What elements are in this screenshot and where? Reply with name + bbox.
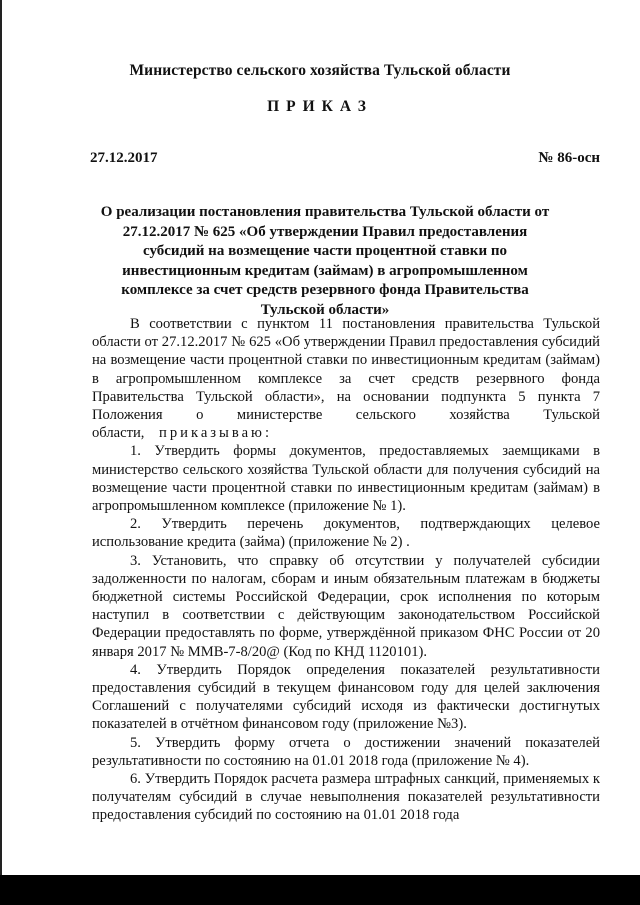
scan-bottom-band xyxy=(0,875,640,905)
order-word: приказываю: xyxy=(159,425,272,442)
order-item-2: 2. Утвердить перечень документов, подтверждающих целевое использование кредита (займа) (приложение № 2) . xyxy=(92,516,600,551)
scan-edge xyxy=(0,0,2,905)
document-number: № 86-осн xyxy=(538,150,600,166)
preamble-text: В соответствии с пунктом 11 постановления правительства Тульской области от 27.12.2017 № 625 «Об утверждении Правил предоставления субсидий на возмещение части процентной ставки по инвестиционным кредитам (займам) в агропромышленном комплексе за счет средств резервного фонда Правительства Тульской области», на основании подпункта 5 пункта 7 Положения о министерстве сельского хозяйства Тульской области, xyxy=(92,316,600,442)
document-body xyxy=(92,315,600,825)
document-date: 27.12.2017 xyxy=(90,150,158,166)
document-subject: О реализации постановления правительства Тульской области от 27.12.2017 № 625 «Об утверждении Правил предоставления субсидий на возмещение части процентной ставки по инвестиционным кредитам (займам) в агропромышленном комплексе за счет средств резервного фонда Правительства Тульской области» xyxy=(100,204,550,318)
order-item-4: 4. Утвердить Порядок определения показателей результативности предоставления субсидий в текущем финансовом году для целей заключения Соглашений с получателями субсидий исходя из фактически достигнутых показателей в отчётном финансовом году (приложение №3). xyxy=(92,661,600,733)
ministry-name: Министерство сельского хозяйства Тульской области xyxy=(129,62,511,79)
document-type: ПРИКАЗ xyxy=(267,98,373,115)
preamble-paragraph xyxy=(92,315,600,442)
order-item-6: 6. Утвердить Порядок расчета размера штрафных санкций, применяемых к получателям субсидий в случае невыполнения показателей результативности предоставления субсидий по состоянию на 01.01 2018 года xyxy=(92,771,600,824)
order-item-5: 5. Утвердить форму отчета о достижении значений показателей результативности по состоянию на 01.01 2018 года (приложение № 4). xyxy=(92,734,600,769)
order-item-3: 3. Установить, что справку об отсутствии у получателей субсидии задолженности по налогам, сборам и иным обязательным платежам в бюджеты бюджетной системы Российской Федерации, срок исполнения по которым наступил в соответствии с действующим законодательством Российской Федерации предоставлять по форме, утверждённой приказом ФНС России от 20 января 2017 № ММВ-7-8/20@ (Код по КНД 1120101). xyxy=(92,552,600,660)
order-item-1: 1. Утвердить формы документов, предоставляемых заемщиками в министерство сельского хозяйства Тульской области для получения субсидий на возмещение части процентной ставки по инвестиционным кредитам (займам) в агропромышленном комплексе (приложение № 1). xyxy=(92,443,600,515)
